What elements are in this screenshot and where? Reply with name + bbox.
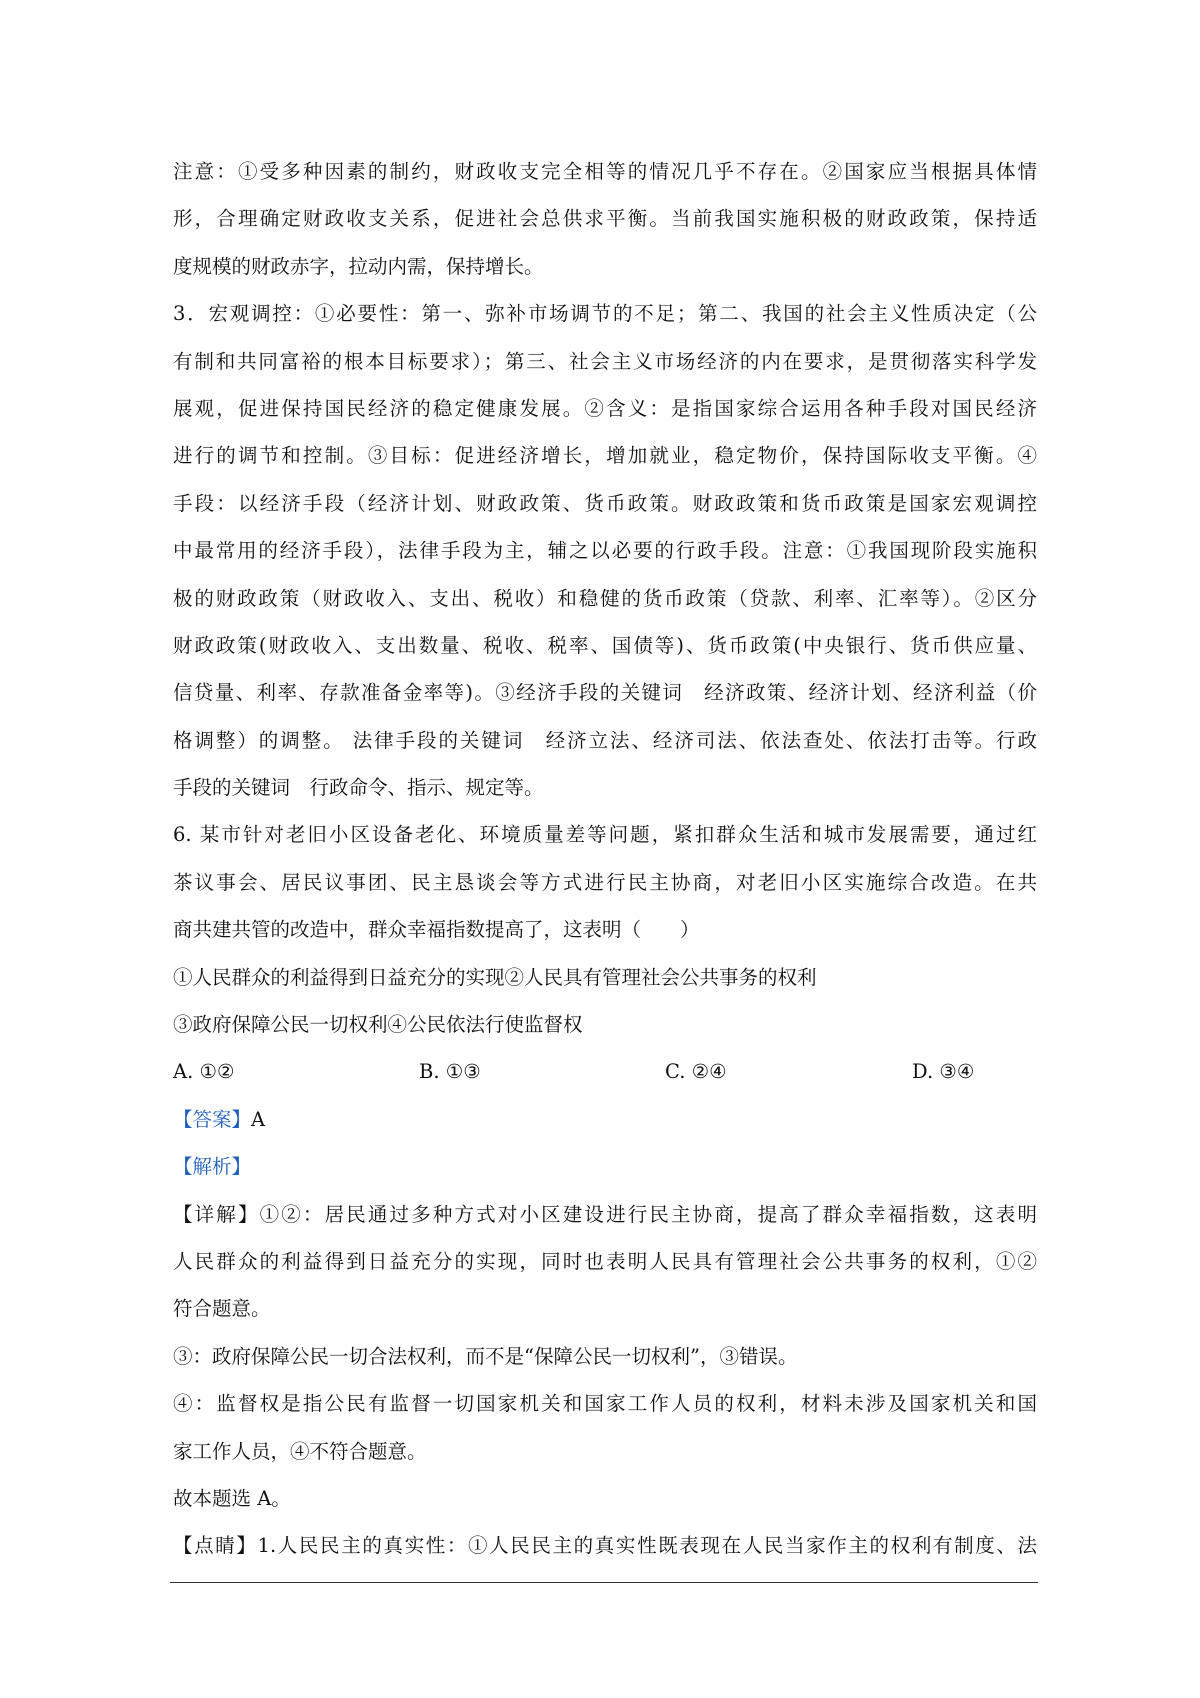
- text-line: 3．宏观调控：①必要性：第一、弥补市场调节的不足；第二、我国的社会主义性质决定（公: [173, 302, 1037, 326]
- footer-divider: [170, 1582, 1038, 1583]
- text-line: 财政政策(财政收入、支出数量、税收、税率、国债等)、货币政策(中央银行、货币供应量、: [173, 633, 1037, 657]
- answer-line: [173, 1096, 1037, 1143]
- dianjing-tag: 【点睛】: [173, 1534, 258, 1558]
- option-d: D. ③④: [912, 1060, 975, 1084]
- text-line: 手段：以经济手段（经济计划、财政政策、货币政策。财政政策和货币政策是国家宏观调控: [173, 491, 1037, 515]
- text-line: 有制和共同富裕的根本目标要求）；第三、社会主义市场经济的内在要求，是贯彻落实科学发: [173, 349, 1037, 373]
- detail-line: 人民群众的利益得到日益充分的实现，同时也表明人民具有管理社会公共事务的权利，①②: [173, 1249, 1037, 1273]
- option-b: B. ①③: [419, 1060, 481, 1084]
- analysis-tag: 【解析】: [173, 1155, 252, 1179]
- question-stem-line: 茶议事会、居民议事团、民主恳谈会等方式进行民主协商，对老旧小区实施综合改造。在共: [173, 870, 1037, 894]
- text-line: 格调整）的调整。 法律手段的关键词 经济立法、经济司法、依法查处、依法打击等。行政: [173, 728, 1037, 752]
- text-line: 注意：①受多种因素的制约，财政收支完全相等的情况几乎不存在。②国家应当根据具体情: [173, 160, 1037, 183]
- statement-line: ①人民群众的利益得到日益充分的实现②人民具有管理社会公共事务的权利: [173, 965, 817, 989]
- answer-value: A: [251, 1107, 266, 1131]
- text-line: 进行的调节和控制。③目标：促进经济增长，增加就业，稳定物价，保持国际收支平衡。④: [173, 444, 1037, 468]
- detail-line: 故本题选 A。: [173, 1486, 291, 1510]
- option-a: A. ①②: [173, 1060, 235, 1084]
- detail-tag: 【详解】: [173, 1202, 260, 1226]
- detail-line: ③：政府保障公民一切合法权利，而不是“保障公民一切权利”，③错误。: [173, 1344, 798, 1368]
- page-content: [173, 148, 1037, 1570]
- analysis-line: [173, 1143, 1037, 1190]
- text-line: 度规模的财政赤字，拉动内需，保持增长。: [173, 254, 544, 278]
- text-line: 手段的关键词 行政命令、指示、规定等。: [173, 776, 544, 800]
- question-stem-line: 6. 某市针对老旧小区设备老化、环境质量差等问题，紧扣群众生活和城市发展需要，通过红: [173, 823, 1037, 847]
- option-c: C. ②④: [665, 1060, 727, 1084]
- dianjing-line: [173, 1522, 1037, 1569]
- text-line: 信贷量、利率、存款准备金率等)。③经济手段的关键词 经济政策、经济计划、经济利益（价: [173, 681, 1037, 705]
- question-stem-line: 商共建共管的改造中，群众幸福指数提高了，这表明（ ）: [173, 918, 700, 942]
- detail-line: 符合题意。: [173, 1297, 271, 1321]
- detail-line: 家工作人员，④不符合题意。: [173, 1439, 427, 1463]
- text-line: 极的财政政策（财政收入、支出、税收）和稳健的货币政策（贷款、利率、汇率等）。②区分: [173, 586, 1037, 610]
- text-line: 形，合理确定财政收支关系，促进社会总供求平衡。当前我国实施积极的财政政策，保持适: [173, 207, 1037, 231]
- statement-line: ③政府保障公民一切权利④公民依法行使监督权: [173, 1013, 583, 1037]
- text-line: 中最常用的经济手段），法律手段为主，辅之以必要的行政手段。注意：①我国现阶段实施积: [173, 539, 1037, 563]
- answer-tag: 【答案】: [173, 1107, 252, 1131]
- detail-line: ④：监督权是指公民有监督一切国家机关和国家工作人员的权利，材料未涉及国家机关和国: [173, 1392, 1037, 1416]
- detail-line: [173, 1191, 1037, 1238]
- detail-text: ①②：居民通过多种方式对小区建设进行民主协商，提高了群众幸福指数，这表明: [259, 1202, 1037, 1226]
- answer-options: [173, 1048, 1037, 1095]
- text-line: 展观，促进保持国民经济的稳定健康发展。②含义：是指国家综合运用各种手段对国民经济: [173, 396, 1037, 420]
- dianjing-text: 1.人民民主的真实性：①人民民主的真实性既表现在人民当家作主的权利有制度、法: [257, 1534, 1037, 1558]
